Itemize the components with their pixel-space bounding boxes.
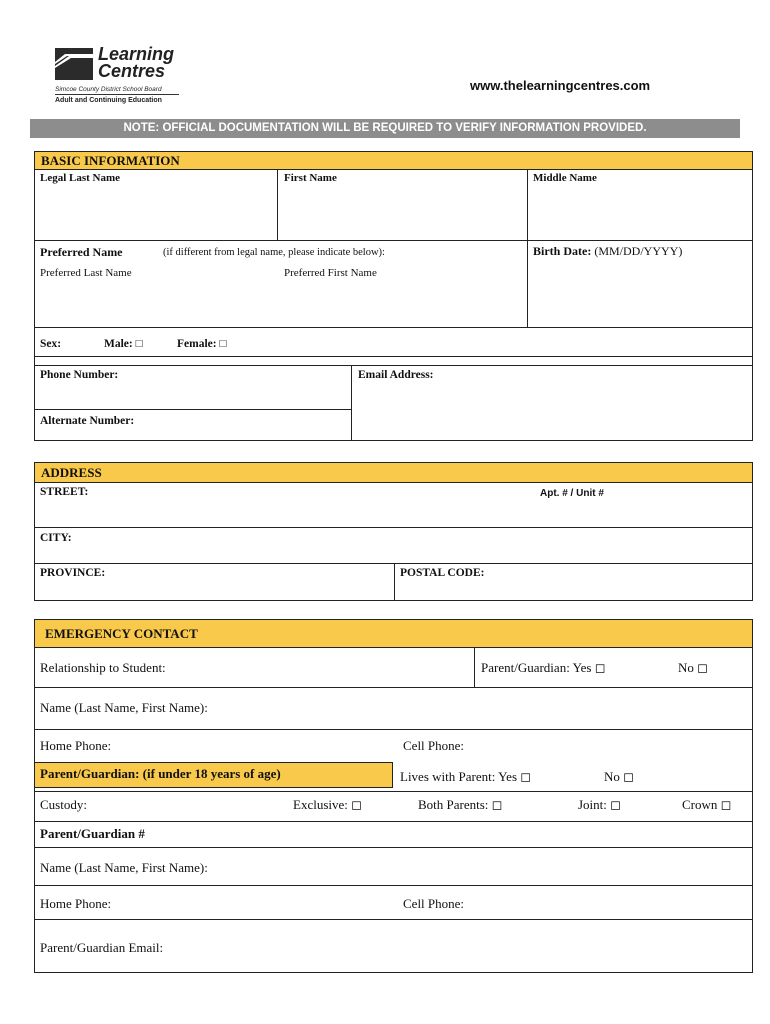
email-address-label: Email Address: (358, 369, 434, 381)
custody-label: Custody: (40, 797, 87, 812)
custody-exclusive-checkbox[interactable]: Exclusive: ◻ (293, 797, 362, 812)
sex-label: Sex: (40, 338, 62, 350)
province-label: PROVINCE: (40, 567, 106, 579)
logo-subtitle-board: Simcoe County District School Board (55, 86, 179, 95)
logo-title: Learning Centres (98, 44, 175, 81)
parent-cell-phone-label: Cell Phone: (403, 896, 465, 911)
address-header: ADDRESS (34, 462, 753, 483)
custody-both-parents-checkbox[interactable]: Both Parents: ◻ (418, 797, 503, 812)
birth-date-label: Birth Date: (MM/DD/YYYY) (533, 244, 683, 258)
parent-guardian-no-checkbox[interactable]: No ◻ (678, 660, 708, 675)
learning-centres-logo-icon (55, 48, 93, 80)
parent-guardian-number-label: Parent/Guardian # (40, 826, 145, 841)
parent-email-label: Parent/Guardian Email: (40, 940, 164, 955)
cell-phone-label: Cell Phone: (403, 738, 465, 753)
parent-name-label: Name (Last Name, First Name): (40, 860, 208, 875)
custody-crown-checkbox[interactable]: Crown ◻ (682, 797, 732, 812)
logo-subtitle-dept: Adult and Continuing Education (55, 97, 162, 104)
relationship-label: Relationship to Student: (40, 660, 166, 675)
middle-name-label: Middle Name (533, 172, 597, 184)
phone-number-label: Phone Number: (40, 369, 119, 381)
preferred-last-name-label: Preferred Last Name (40, 267, 132, 279)
lives-with-parent-no-checkbox[interactable]: No ◻ (604, 769, 634, 784)
female-checkbox[interactable]: Female: □ (177, 338, 227, 350)
emergency-contact-header: EMERGENCY CONTACT (34, 619, 753, 648)
basic-information-header: BASIC INFORMATION (34, 151, 753, 170)
postal-code-label: POSTAL CODE: (400, 567, 485, 579)
website-url[interactable]: www.thelearningcentres.com (470, 78, 651, 93)
contact-name-label: Name (Last Name, First Name): (40, 700, 208, 715)
documentation-note: NOTE: OFFICIAL DOCUMENTATION WILL BE REQUIRED TO VERIFY INFORMATION PROVIDED. (30, 119, 740, 138)
email-address-field[interactable] (358, 386, 748, 436)
alternate-number-label: Alternate Number: (40, 415, 135, 427)
preferred-name-label: Preferred Name (40, 245, 123, 259)
parent-home-phone-label: Home Phone: (40, 896, 112, 911)
first-name-label: First Name (284, 172, 337, 184)
birth-date-field[interactable] (533, 262, 748, 322)
parent-guardian-yes-checkbox[interactable]: Parent/Guardian: Yes ◻ (481, 660, 606, 675)
preferred-first-name-label: Preferred First Name (284, 267, 377, 279)
home-phone-label: Home Phone: (40, 738, 112, 753)
emergency-contact-box (34, 647, 753, 973)
custody-joint-checkbox[interactable]: Joint: ◻ (578, 797, 621, 812)
first-name-field[interactable] (284, 188, 520, 236)
city-label: CITY: (40, 532, 72, 544)
preferred-name-note: (if different from legal name, please indicate below): (163, 247, 385, 258)
lives-with-parent-yes-checkbox[interactable]: Lives with Parent: Yes ◻ (400, 769, 532, 784)
street-label: STREET: (40, 486, 89, 498)
parent-guardian-under18-label: Parent/Guardian: (if under 18 years of age) (40, 766, 281, 781)
male-checkbox[interactable]: Male: □ (104, 338, 143, 350)
apt-unit-label: Apt. # / Unit # (540, 488, 604, 499)
middle-name-field[interactable] (533, 188, 748, 236)
legal-last-name-label: Legal Last Name (40, 172, 121, 184)
legal-last-name-field[interactable] (40, 188, 270, 236)
